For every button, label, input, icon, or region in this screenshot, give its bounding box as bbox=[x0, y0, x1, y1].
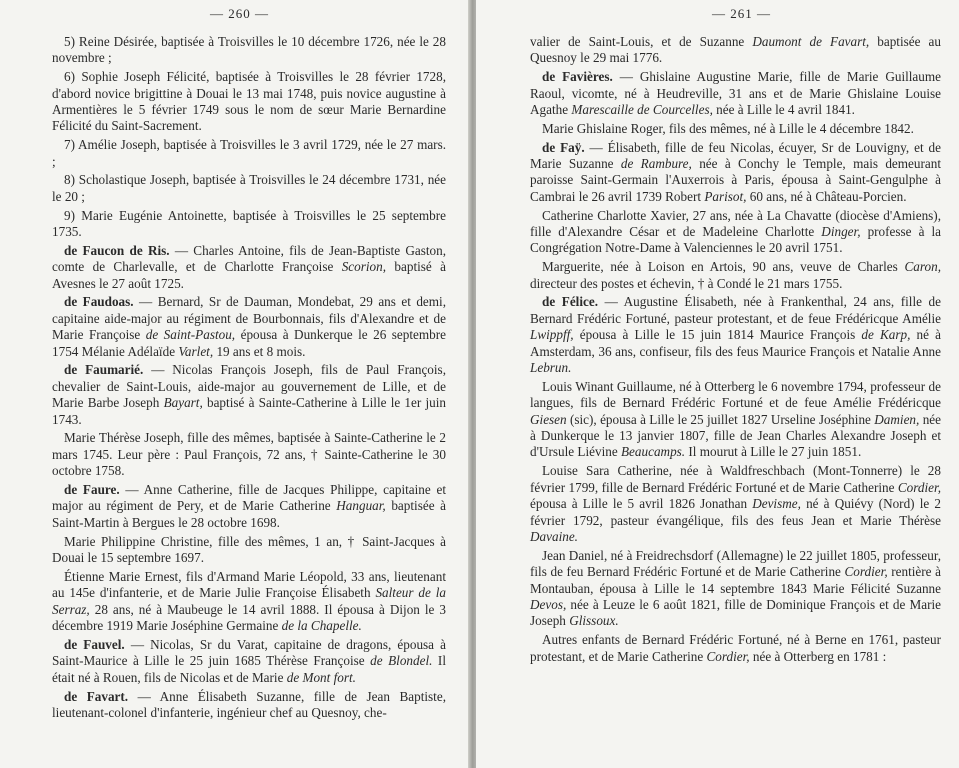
entry-heading: de Faudoas. bbox=[64, 294, 134, 310]
paragraph bbox=[530, 121, 941, 137]
text-run: — Augustine Élisabeth, née à Frankenthal, 24 ans, fille de Bernard Frédéric Fortuné, pasteur protestant, et de feue Frédéricque Amélie bbox=[530, 294, 941, 326]
text-run: Autres enfants de Bernard Frédéric Fortuné, né à Berne en 1761, pasteur protestant, et de Marie Catherine bbox=[530, 632, 941, 664]
surname-italic: Devos, bbox=[530, 596, 567, 612]
paragraph bbox=[52, 69, 446, 135]
text-run: née à Conchy le Temple, mais demeurant paroisse Saint-Germain l'Auxerrois à Paris, épousa à Saint-Gengulphe à Cambrai le 26 avril 1739 Robert bbox=[530, 156, 941, 204]
surname-italic: Cordier, bbox=[706, 648, 750, 664]
paragraph bbox=[52, 534, 446, 567]
text-run: épousa à Lille le 15 juin 1814 Maurice François bbox=[573, 327, 862, 343]
text-run: Louis Winant Guillaume, né à Otterberg le 6 novembre 1794, professeur de langues, fils de Bernard Frédéric Fortuné et de feue Amélie Frédéricque bbox=[530, 378, 941, 411]
text-run: baptisée à Saint-Martin à Bergues le 28 octobre 1698. bbox=[52, 498, 446, 530]
text-run: baptisé à Avesnes le 27 août 1725. bbox=[52, 259, 446, 291]
text-run: rentière à Montauban, épousa à Lille le 14 septembre 1843 Marie Félicité Suzanne bbox=[530, 564, 941, 596]
surname-italic: Lebrun. bbox=[530, 360, 572, 376]
text-run: — Bernard, Sr de Dauman, Mondebat, 29 ans et demi, capitaine aide-major au régiment de Bourbonnais, fils d'Alexandre et de Marie Françoise bbox=[52, 294, 447, 343]
text-run: — Charles Antoine, fils de Jean-Baptiste Gaston, comte de Charlevalle, et de Charlotte Françoise bbox=[52, 242, 446, 275]
text-run: baptisé à Sainte-Catherine à Lille le 1er juin 1743. bbox=[52, 395, 447, 427]
surname-italic: de Blondel. bbox=[370, 653, 433, 669]
surname-italic: de Saint-Pastou, bbox=[145, 327, 236, 343]
text-run: née à Lille le 4 avril 1841. bbox=[712, 102, 855, 118]
surname-italic: Scorion, bbox=[341, 259, 387, 275]
text-run: (sic), épousa à Lille le 25 juillet 1827 Urseline Joséphine bbox=[566, 411, 875, 427]
text-run: épousa à Dunkerque le 26 septembre 1754 Mélanie Adélaïde bbox=[52, 327, 446, 359]
text-run: — Nicolas François Joseph, fils de Paul François, chevalier de Saint-Louis, aide-major au gouvernement de Lille, et de Marie Barbe Joseph bbox=[52, 362, 446, 411]
paragraph bbox=[52, 637, 446, 686]
right-page bbox=[476, 0, 959, 768]
paragraph bbox=[530, 259, 941, 292]
surname-italic: Cordier, bbox=[844, 564, 888, 580]
text-run: 9) Marie Eugénie Antoinette, baptisée à Troisvilles le 25 septembre 1735. bbox=[52, 207, 446, 240]
paragraph bbox=[530, 632, 941, 665]
text-run: Il était né à Rouen, fils de Nicolas et de Marie bbox=[52, 653, 446, 685]
surname-italic: Daumont de Favart, bbox=[752, 34, 870, 49]
surname-italic: Hanguar, bbox=[336, 498, 386, 514]
surname-italic: Marescaille de Courcelles, bbox=[571, 102, 713, 118]
paragraph bbox=[530, 379, 941, 461]
text-run: — Ghislaine Augustine Marie, fille de Marie Guillaume Raoul, vicomte, né à Heudreville, 31 ans et de Marie Ghislaine Louise Agathe bbox=[530, 69, 941, 118]
paragraph bbox=[52, 294, 446, 360]
text-run: née à Otterberg en 1781 : bbox=[749, 648, 887, 664]
paragraph bbox=[52, 34, 446, 67]
text-run: né à Quiévy (Nord) le 2 février 1792, pasteur évangélique, fils des feus Jean et Marie Thérèse bbox=[530, 496, 941, 528]
text-run: professe à la Congrégation Notre-Dame à Valenciennes le 20 avril 1751. bbox=[530, 224, 941, 256]
paragraph bbox=[530, 463, 941, 545]
page-number: — 260 — bbox=[210, 6, 269, 21]
left-page bbox=[0, 0, 470, 768]
text-run: 6) Sophie Joseph Félicité, baptisée à Troisvilles le 28 février 1728, d'abord novice brigittine à Douai le 13 mai 1748, puis novice augustine à Armentières le 5 février 1749 sous le nom de sœur Marie Bernardine Félicité du Saint-Sacrement. bbox=[52, 69, 446, 134]
text-run: Marguerite, née à Loison en Artois, 90 ans, veuve de Charles bbox=[542, 259, 905, 275]
entry-heading: de Favières. bbox=[542, 69, 613, 85]
paragraph bbox=[52, 243, 446, 292]
text-run: Catherine Charlotte Xavier, 27 ans, née à La Chavatte (diocèse d'Amiens), fille d'Alexandre César et de Madeleine Charlotte bbox=[530, 207, 941, 240]
surname-italic: Giesen bbox=[530, 411, 567, 427]
entry-heading: de Félice. bbox=[542, 294, 599, 310]
surname-italic: Davaine. bbox=[530, 528, 578, 544]
paragraph bbox=[52, 137, 446, 170]
text-run: 5) Reine Désirée, baptisée à Troisvilles le 10 décembre 1726, née le 28 novembre ; bbox=[52, 34, 446, 66]
surname-italic: de Rambure, bbox=[620, 156, 692, 172]
text-run: 60 ans, né à Château-Porcien. bbox=[746, 188, 907, 204]
text-run: née à Dunkerque le 13 janvier 1807, fille de Jean Charles Alexandre Joseph et d'Ursule Liévine bbox=[530, 411, 941, 460]
entry-heading: de Faumarié. bbox=[64, 362, 144, 378]
text-run: 7) Amélie Joseph, baptisée à Troisvilles le 3 avril 1729, née le 27 mars. ; bbox=[52, 137, 446, 169]
text-run: 8) Scholastique Joseph, baptisée à Troisvilles le 24 décembre 1731, née le 20 ; bbox=[52, 172, 446, 204]
text-run: — Anne Catherine, fille de Jacques Philippe, capitaine et major au régiment de Pery, et de Marie Catherine bbox=[52, 482, 446, 514]
text-run: baptisée au Quesnoy le 29 mai 1776. bbox=[530, 34, 941, 66]
paragraph bbox=[530, 69, 941, 118]
entry-heading: de Faucon de Ris. bbox=[64, 242, 170, 258]
text-run: — Élisabeth, fille de feu Nicolas, écuyer, Sr de Louvigny, et de Marie Suzanne bbox=[530, 139, 941, 172]
paragraph bbox=[52, 430, 446, 479]
text-run: directeur des postes et échevin, † à Condé le 21 mars 1755. bbox=[530, 275, 843, 291]
entry-heading: de Fauvel. bbox=[64, 636, 125, 652]
surname-italic: Caron, bbox=[904, 259, 941, 275]
surname-italic: de la Chapelle. bbox=[281, 618, 362, 634]
paragraph bbox=[530, 208, 941, 257]
text-run: né à Amsterdam, 36 ans, confiseur, fils des feus Maurice François et Natalie Anne bbox=[530, 327, 941, 359]
surname-italic: Cordier, bbox=[897, 479, 941, 495]
surname-italic: Devisme, bbox=[752, 496, 801, 512]
text-run: née à Leuze le 6 août 1821, fille de Dominique François et de Marie Joseph bbox=[530, 596, 941, 629]
paragraph bbox=[52, 569, 446, 635]
text-run: Marie Ghislaine Roger, fils des mêmes, né à Lille le 4 décembre 1842. bbox=[542, 120, 914, 136]
text-run: Louise Sara Catherine, née à Waldfreschbach (Mont-Tonnerre) le 28 février 1799, fille de Bernard Frédéric Fortuné et de Marie Catherine bbox=[530, 463, 941, 495]
paragraph bbox=[52, 362, 446, 428]
surname-italic: Varlet, bbox=[178, 343, 214, 359]
paragraph bbox=[52, 482, 446, 531]
paragraph bbox=[52, 208, 446, 241]
text-run: Il mourut à Lille le 27 juin 1851. bbox=[685, 444, 862, 460]
entry-heading: de Faure. bbox=[64, 482, 120, 498]
paragraph bbox=[530, 548, 941, 630]
text-run: — Nicolas, Sr du Varat, capitaine de dragons, épousa à Saint-Maurice à Lille le 25 juin 1685 Thérèse Françoise bbox=[52, 636, 446, 669]
surname-italic: Beaucamps. bbox=[621, 444, 686, 460]
surname-italic: Dinger, bbox=[821, 224, 861, 240]
surname-italic: Bayart, bbox=[163, 395, 203, 411]
surname-italic: Lwippff, bbox=[530, 327, 574, 343]
page-number: — 261 — bbox=[712, 6, 771, 21]
surname-italic: de Mont fort. bbox=[286, 669, 356, 685]
surname-italic: Damien, bbox=[874, 411, 920, 427]
text-run: 28 ans, né à Maubeuge le 14 avril 1888. Il épousa à Dijon le 3 décembre 1919 Marie Joséphine Germaine bbox=[52, 601, 446, 634]
page-text bbox=[52, 34, 446, 721]
paragraph bbox=[52, 689, 446, 722]
paragraph bbox=[530, 140, 941, 206]
text-run: Marie Thérèse Joseph, fille des mêmes, baptisée à Sainte-Catherine le 2 mars 1745. Leur père : Paul François, 72 ans, † Sainte-Catherine le 30 octobre 1758. bbox=[52, 430, 446, 479]
entry-heading: de Favart. bbox=[64, 688, 129, 704]
paragraph bbox=[52, 172, 446, 205]
entry-heading: de Faÿ. bbox=[542, 139, 585, 155]
surname-italic: Parisot, bbox=[704, 188, 747, 204]
surname-italic: de Karp, bbox=[861, 327, 911, 343]
page-text bbox=[530, 34, 941, 665]
paragraph bbox=[530, 34, 941, 67]
surname-italic: Salteur de la Serraz, bbox=[52, 585, 446, 617]
text-run: épousa à Lille le 5 avril 1826 Jonathan bbox=[530, 496, 753, 512]
paragraph bbox=[530, 294, 941, 376]
text-run: Étienne Marie Ernest, fils d'Armand Marie Léopold, 33 ans, lieutenant au 145e d'infanterie, et de Marie Julie Françoise Élisabeth bbox=[52, 568, 446, 601]
text-run: 19 ans et 8 mois. bbox=[213, 343, 306, 359]
text-run: — Anne Élisabeth Suzanne, fille de Jean Baptiste, lieutenant-colonel d'infanterie, ingénieur chef au Quesnoy, che- bbox=[52, 688, 446, 720]
text-run: Jean Daniel, né à Freidrechsdorf (Allemagne) le 22 juillet 1805, professeur, fils de feu Bernard Frédéric Fortuné et de Marie Catherine bbox=[530, 547, 941, 580]
surname-italic: Glissoux. bbox=[569, 613, 619, 629]
text-run: valier de Saint-Louis, et de Suzanne bbox=[530, 34, 753, 49]
text-run: Marie Philippine Christine, fille des mêmes, 1 an, † Saint-Jacques à Douai le 15 septembre 1697. bbox=[52, 533, 446, 566]
